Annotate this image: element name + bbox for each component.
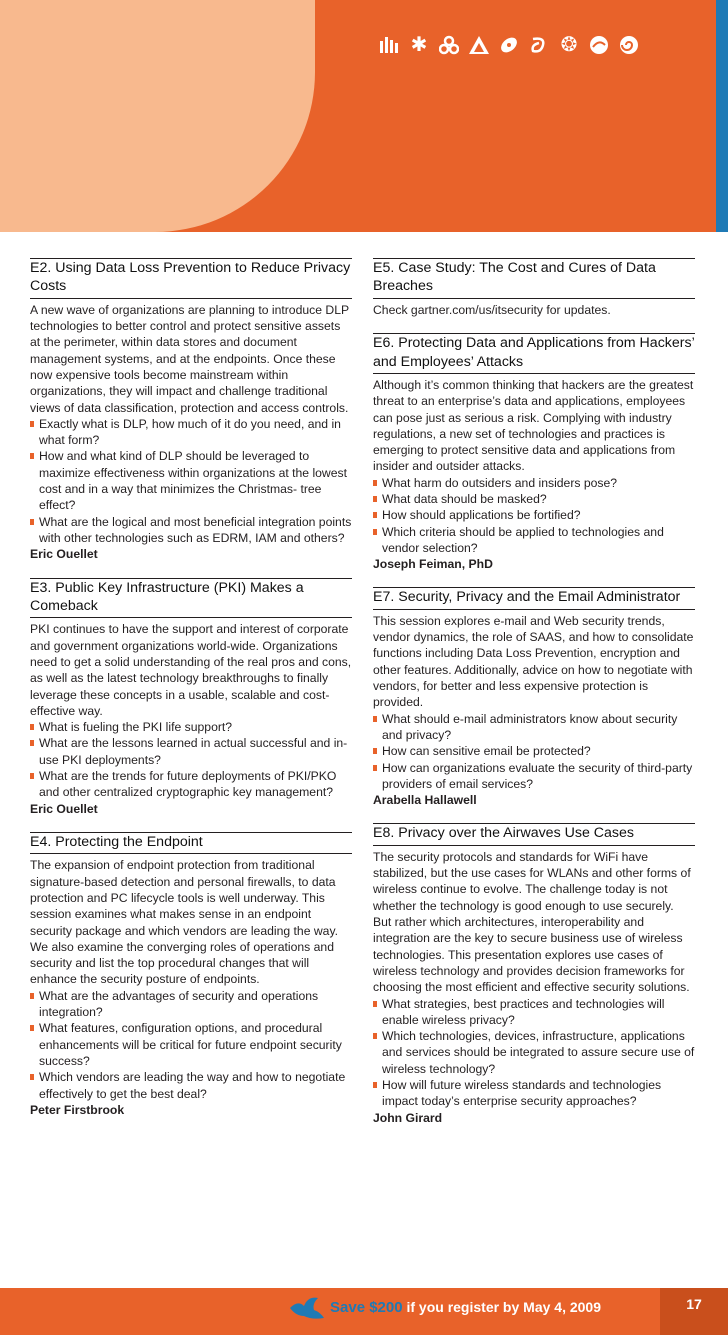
swirl-icon: [588, 34, 610, 56]
list-item: What are the advantages of security and operations integration?: [30, 988, 352, 1021]
leaf-icon: [498, 34, 520, 56]
list-item: Which criteria should be applied to technologies and vendor selection?: [373, 524, 695, 557]
session-e8: [373, 823, 695, 1125]
trefoil-icon: [438, 34, 460, 56]
session-title: E7. Security, Privacy and the Email Administrator: [373, 587, 695, 609]
list-item: How can organizations evaluate the security of third-party providers of email services?: [373, 760, 695, 793]
session-e5: [373, 258, 695, 318]
list-item: What harm do outsiders and insiders pose?: [373, 475, 695, 491]
session-body: Check gartner.com/us/itsecurity for updates.: [373, 302, 611, 317]
session-title: E2. Using Data Loss Prevention to Reduce Privacy Costs: [30, 258, 352, 299]
footer-bar: [0, 1288, 728, 1335]
session-e7: [373, 587, 695, 808]
list-item: What are the lessons learned in actual successful and in-use PKI deployments?: [30, 735, 352, 768]
list-item: What is fueling the PKI life support?: [30, 719, 352, 735]
session-body: PKI continues to have the support and interest of corporate and government organizations world-wide. Organizations need to get a solid understanding of the real pros and cons, as well as the latest technology breakthroughs to finally leverage these concepts in a usable, scalable and cost-effective way.: [30, 622, 352, 718]
bars-icon: [378, 34, 400, 56]
list-item: Exactly what is DLP, how much of it do you need, and in what form?: [30, 416, 352, 449]
question-list: [373, 475, 695, 556]
session-title: E3. Public Key Infrastructure (PKI) Makes a Comeback: [30, 578, 352, 619]
session-e6: [373, 333, 695, 572]
list-item: How and what kind of DLP should be leveraged to maximize effectiveness within organizations at the lowest cost and in a way that minimizes the Christmas- tree effect?: [30, 448, 352, 513]
session-title: E6. Protecting Data and Applications from Hackers’ and Employees’ Attacks: [373, 333, 695, 374]
speaker-name: Joseph Feiman, PhD: [373, 557, 493, 572]
speaker-name: Peter Firstbrook: [30, 1102, 125, 1117]
speaker-name: John Girard: [373, 1110, 443, 1125]
question-list: [30, 416, 352, 546]
list-item: Which vendors are leading the way and how to negotiate effectively to get the best deal?: [30, 1069, 352, 1102]
session-body: The expansion of endpoint protection from traditional signature-based detection and personal firewalls, to data protection and PC lifecycle tools is well underway. This session examines what makes sense in an endpoint security package and which vendors are leading the way. We also examine the converging roles of operations and security and list the top procedural changes that will enhance the security posture of endpoints.: [30, 858, 339, 987]
session-title: E5. Case Study: The Cost and Cures of Data Breaches: [373, 258, 695, 299]
question-list: [373, 996, 695, 1110]
knot-icon: [528, 34, 550, 56]
list-item: How should applications be fortified?: [373, 507, 695, 523]
header-banner: [0, 0, 728, 232]
session-title: E8. Privacy over the Airwaves Use Cases: [373, 823, 695, 845]
triangle-icon: [468, 34, 490, 56]
session-title: E4. Protecting the Endpoint: [30, 832, 352, 854]
list-item: How will future wireless standards and technologies impact today’s enterprise security approaches?: [373, 1077, 695, 1110]
question-list: [30, 988, 352, 1102]
asterisk-icon: ✱: [410, 34, 428, 56]
speaker-name: Arabella Hallawell: [373, 793, 477, 808]
blue-edge-bar: [716, 0, 728, 232]
list-item: What features, configuration options, and procedural enhancements will be critical for future endpoint security success?: [30, 1020, 352, 1069]
list-item: Which technologies, devices, infrastructure, applications and services should be integrated to assure secure use of wireless technology?: [373, 1028, 695, 1077]
session-body: A new wave of organizations are planning to introduce DLP technologies to better control and protect sensitive assets at the perimeter, within data stores and document management systems, and at the endpoints. Once these now expensive tools become mainstream within organizations, they will impact and challenge traditional views of data classification, protection and access controls.: [30, 302, 349, 415]
question-list: [373, 711, 695, 792]
save-promo: [330, 1297, 601, 1318]
session-e3: [30, 578, 352, 817]
list-item: What are the trends for future deployments of PKI/PKO and other centralized cryptographic key management?: [30, 768, 352, 801]
save-deadline: if you register by May 4, 2009: [402, 1299, 601, 1315]
page-number: 17: [686, 1296, 702, 1312]
list-item: What data should be masked?: [373, 491, 695, 507]
list-item: What strategies, best practices and technologies will enable wireless privacy?: [373, 996, 695, 1029]
session-e4: [30, 832, 352, 1118]
question-list: [30, 719, 352, 800]
bird-icon: [288, 1294, 326, 1324]
icon-strip: [378, 34, 640, 56]
right-column: [373, 258, 695, 1141]
save-amount: Save $200: [330, 1299, 403, 1316]
list-item: How can sensitive email be protected?: [373, 743, 695, 759]
left-column: [30, 258, 352, 1133]
list-item: What should e-mail administrators know about security and privacy?: [373, 711, 695, 744]
speaker-name: Eric Ouellet: [30, 547, 98, 562]
starburst-icon: ❂: [560, 34, 578, 56]
session-e2: [30, 258, 352, 563]
page-number-box: [660, 1288, 728, 1335]
session-body: The security protocols and standards for WiFi have stabilized, but the use cases for WLANs and other forms of wireless continue to evolve. The challenge today is not whether the technology is good enough to use securely. But rather which architectures, interoperability and integration are the key to secure business use of wireless technologies. This presentation explores use cases of wireless technology and provides decision frameworks for choosing the most efficient and effective security solutions.: [373, 849, 691, 995]
session-body: This session explores e-mail and Web security trends, vendor dynamics, the role of SAAS, and how to consolidate functions including Data Loss Prevention, encryption and other features. Additionally, advice on how to negotiate with vendors, for better and less expensive protection is provided.: [373, 613, 694, 710]
session-body: Although it’s common thinking that hackers are the greatest threat to an enterprise’s data and applications, employees can pose just as serious a risk. Complying with industry regulations, a new set of technologies and practices is emerging to protect sensitive data and applications from insider and outsider attacks.: [373, 377, 694, 474]
spiral-icon: [618, 34, 640, 56]
speaker-name: Eric Ouellet: [30, 801, 98, 816]
list-item: What are the logical and most beneficial integration points with other technologies such as EDRM, IAM and others?: [30, 514, 352, 547]
